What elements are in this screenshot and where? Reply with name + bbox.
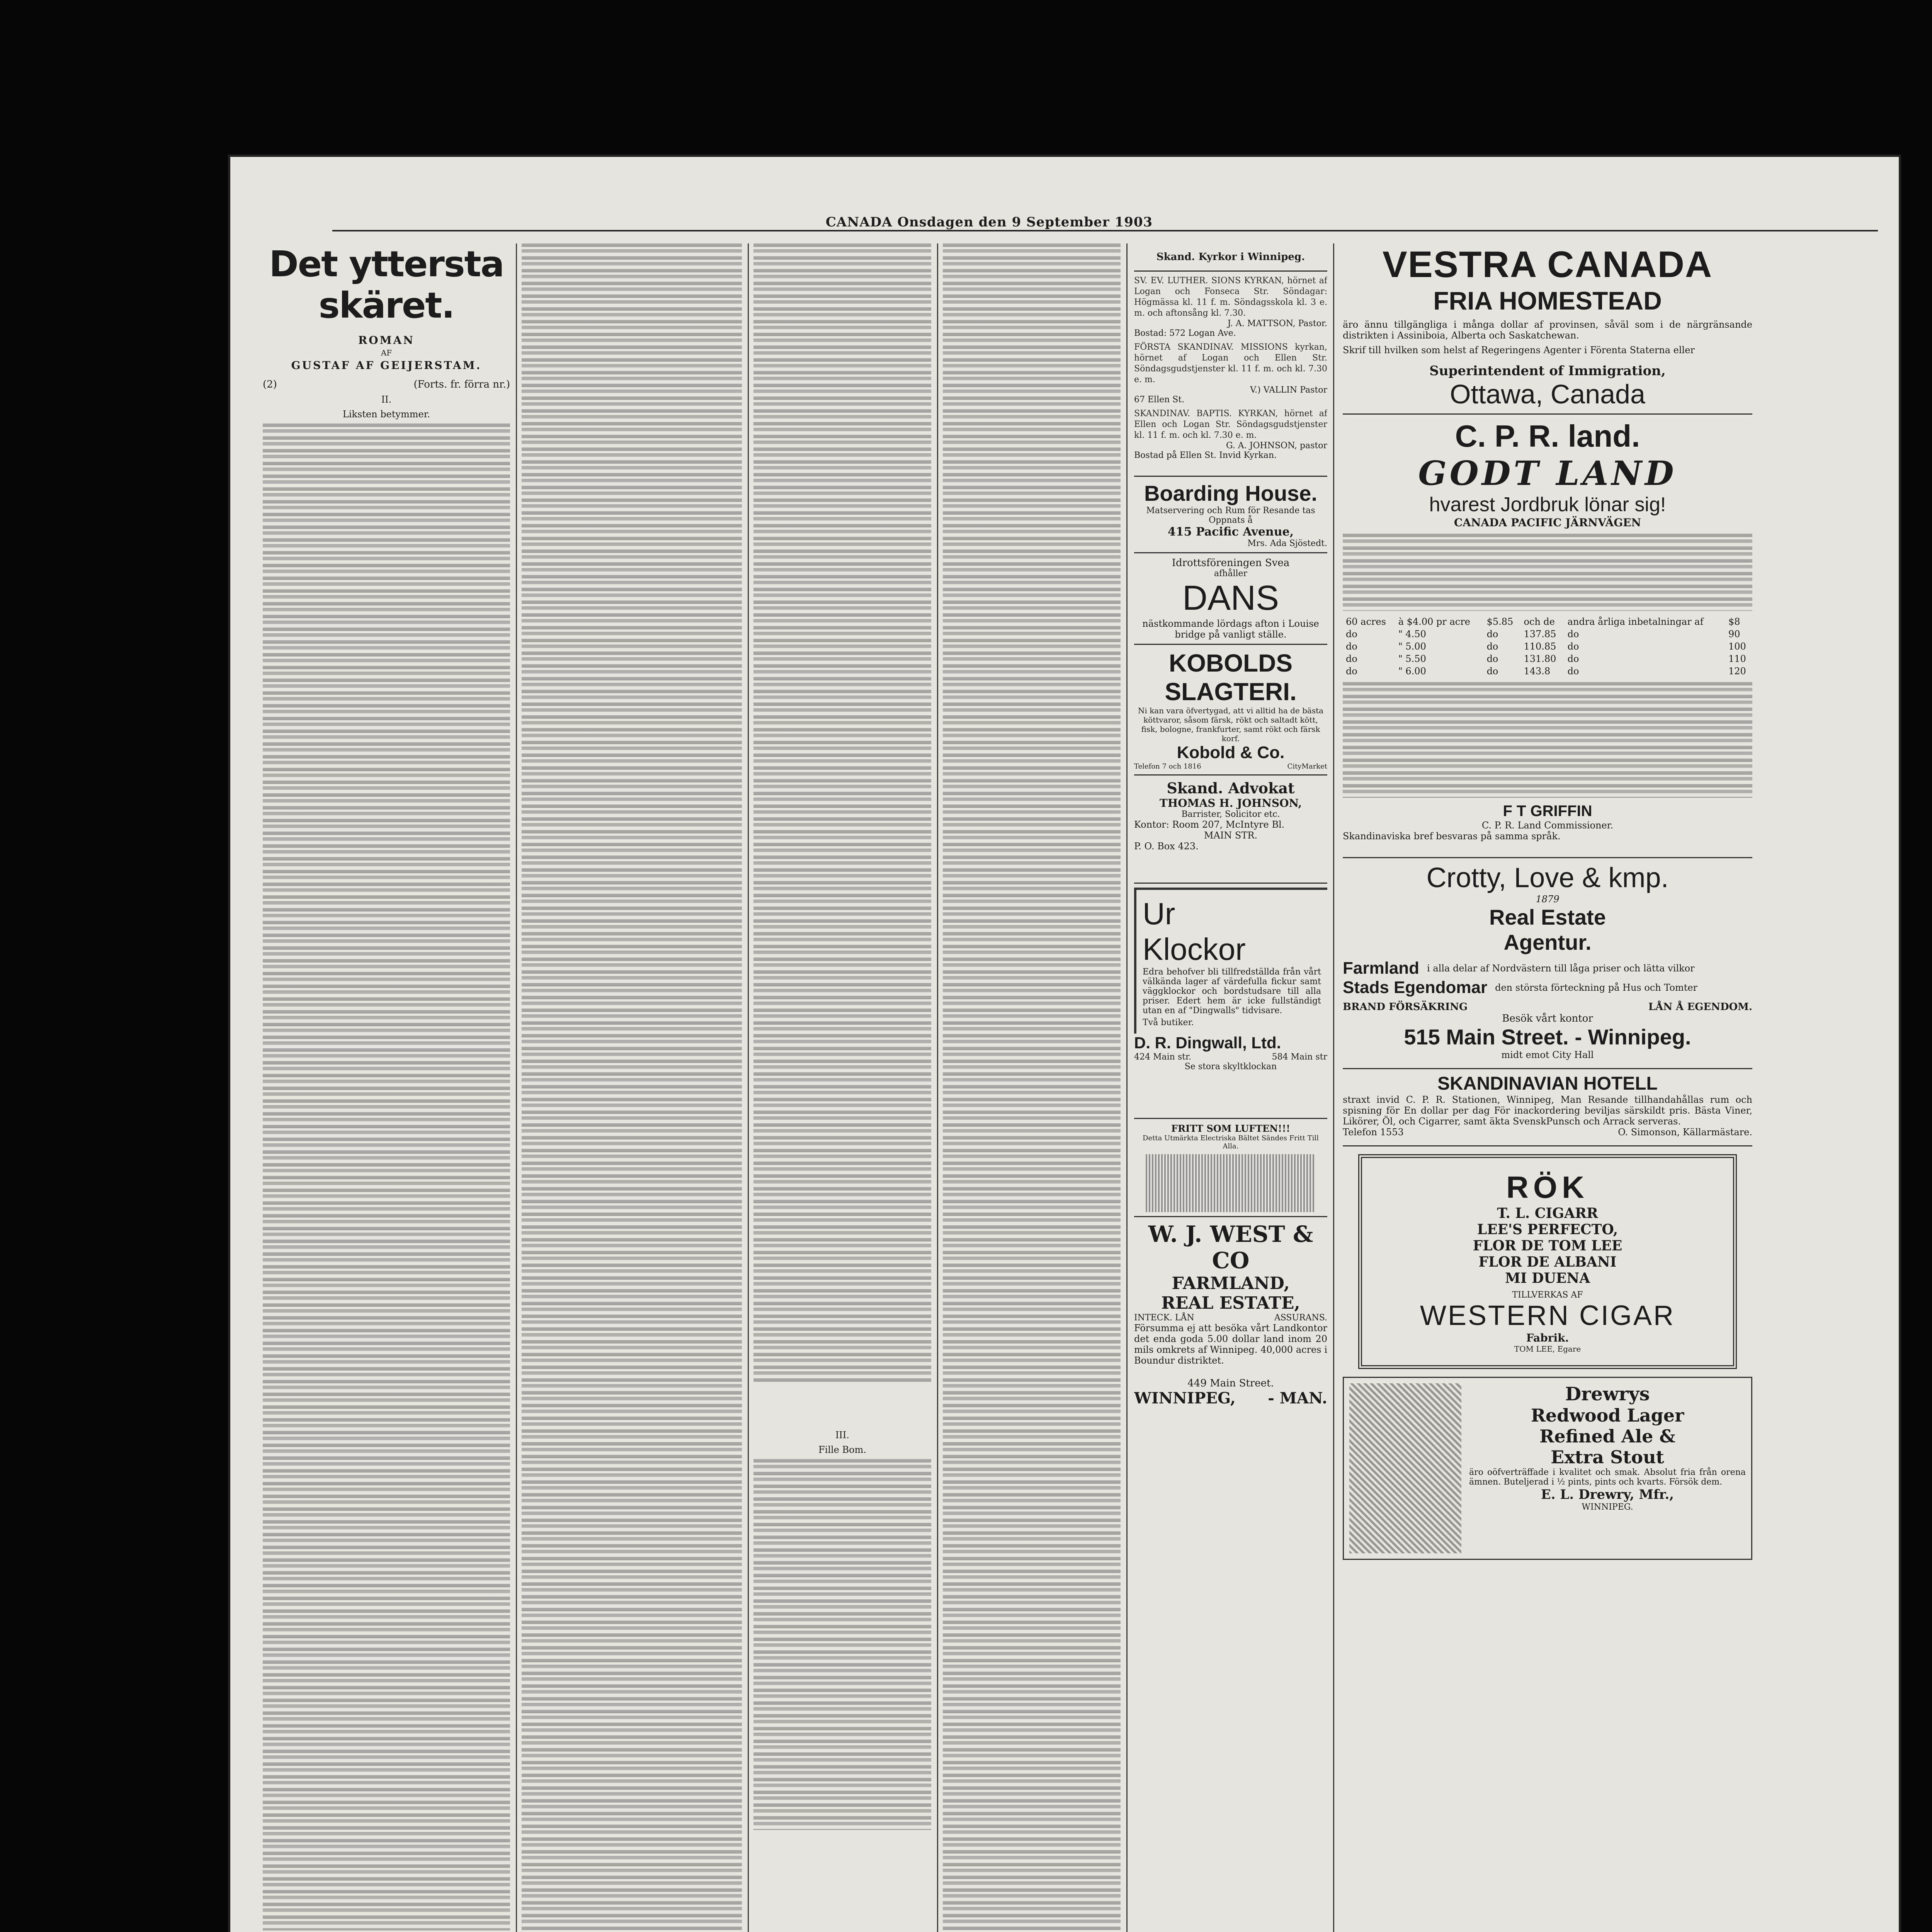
kobold-phone: Telefon 7 och 1816: [1134, 762, 1201, 770]
story-body-text: [263, 423, 510, 1930]
drewry-ad: [1343, 1377, 1752, 1560]
west-loans-right: ASSURANS.: [1274, 1313, 1327, 1323]
clocks-ad: [1134, 888, 1327, 1034]
divider: [1343, 1145, 1752, 1146]
crotty-address: 515 Main Street. - Winnipeg.: [1404, 1025, 1691, 1049]
story-body-text: [753, 1459, 931, 1830]
lawyer-office: Kontor: Room 207, McIntyre Bl.: [1134, 819, 1285, 830]
newspaper-page: [228, 155, 1901, 1932]
cpr-table-cell: do: [1567, 666, 1579, 677]
crotty-near: midt emot City Hall: [1501, 1049, 1594, 1060]
clocks-title-2: Klockor: [1143, 932, 1246, 966]
drewry-illustration: [1349, 1383, 1461, 1553]
cpr-table-cell: 60 acres: [1346, 616, 1386, 627]
cpr-hvarest: hvarest Jordbruk lönar sig!: [1429, 493, 1666, 516]
kobold-name: Kobold & Co.: [1177, 743, 1285, 762]
rok-fabrik: Fabrik.: [1526, 1332, 1569, 1344]
crotty-services: [1343, 1001, 1752, 1013]
cpr-table-cell: do: [1346, 629, 1357, 639]
cpr-table-cell: " 6.00: [1398, 666, 1426, 677]
church-3-address: Bostad på Ellen St. Invid Kyrkan.: [1134, 451, 1277, 460]
column-rule: [516, 243, 517, 1932]
west-city-right: - MAN.: [1268, 1389, 1327, 1407]
drewry-line-2: Refined Ale &: [1539, 1426, 1675, 1447]
cpr-table-row: [1343, 640, 1752, 653]
clocks-text: Edra behofver bli tillfredställda från vårt välkända lager af värdefulla fickur samt väggklockor och bordstudsare till alla priser. Edert hem är icke fullständigt utan en af "Dingwalls" tidvisare.: [1143, 967, 1321, 1015]
hotel-footer: [1343, 1127, 1752, 1138]
divider: [1134, 270, 1327, 272]
kobold-footer: [1134, 762, 1327, 770]
crotty-year: 1879: [1536, 894, 1560, 905]
rok-owner: TOM LEE, Egare: [1514, 1344, 1581, 1354]
lawyer-street: MAIN STR.: [1204, 830, 1258, 841]
boarding-owner: Mrs. Ada Sjöstedt.: [1247, 539, 1327, 548]
church-2-pastor: V.) VALLIN Pastor: [1250, 385, 1327, 395]
cpr-table-cell: do: [1486, 653, 1498, 664]
cpr-table-row: [1343, 653, 1752, 665]
kobold-text: Ni kan vara öfvertygad, att vi alltid ha de bästa köttvaror, såsom färsk, rökt och saltadt kött, fisk, bologne, frankfurter, samt rökt och färsk korf.: [1138, 706, 1324, 743]
divider: [1134, 1118, 1327, 1119]
story-genre: ROMAN: [358, 334, 415, 347]
story-continued: (Forts. fr. förra nr.): [413, 379, 510, 390]
divider: [1134, 552, 1327, 553]
cpr-table-cell: à $4.00 pr acre: [1398, 616, 1470, 627]
story-title: Det yttersta skäret.: [269, 243, 504, 326]
column-rule: [937, 243, 938, 1932]
crotty-farmland-row: [1343, 959, 1752, 978]
hotel-text: straxt invid C. P. R. Stationen, Winnipeg, Man Resande tillhandahållas rum och spisning för En dollar per dag För inackordering beviljas särskildt pris. Bästa Viner, Likörer, Öl, och Cigarrer, samt äkta SvenskPunsch och Arrack serveras.: [1343, 1094, 1752, 1127]
chapter3-number: III.: [835, 1430, 850, 1440]
cpr-railway: CANADA PACIFIC JÄRNVÄGEN: [1454, 516, 1641, 529]
crotty-lan: LÅN Å EGENDOM.: [1648, 1001, 1752, 1013]
crotty-farm-text: i alla delar af Nordvästern till låga priser och lätta vilkor: [1427, 963, 1695, 974]
cpr-table-row: [1343, 628, 1752, 640]
dance-org: Idrottsföreningen Svea: [1172, 557, 1290, 569]
crotty-stads-text: den största förteckning på Hus och Tomter: [1495, 982, 1698, 993]
page-header: CANADA Onsdagen den 9 September 1903: [825, 214, 1153, 230]
cpr-table-cell: do: [1567, 641, 1579, 652]
west-estate: REAL ESTATE,: [1161, 1293, 1300, 1313]
west-city: [1134, 1389, 1327, 1407]
crotty-visit: Besök vårt kontor: [1502, 1013, 1593, 1024]
cpr-table-cell: $5.85: [1486, 616, 1514, 627]
cpr-table-cell: 110: [1728, 653, 1746, 664]
hotel-phone: Telefon 1553: [1343, 1127, 1404, 1138]
divider: [1134, 644, 1327, 645]
rok-ad: [1358, 1154, 1737, 1369]
clocks-addresses: [1134, 1052, 1327, 1062]
header-rule: [332, 230, 1878, 231]
story-af: AF: [381, 348, 392, 357]
clocks-sub: Två butiker.: [1143, 1018, 1194, 1027]
west-loans: [1134, 1313, 1327, 1323]
column-rule: [748, 243, 749, 1932]
west-farmland: FARMLAND,: [1172, 1274, 1290, 1293]
cpr-table-cell: do: [1486, 666, 1498, 677]
church-1: SV. EV. LUTHER. SIONS KYRKAN, hörnet af Logan och Fonseca Str. Söndagar: Högmässa kl. 11 f. m. Söndagsskola kl. 3 e. m. och aftonsång kl. 7.30.: [1134, 276, 1327, 318]
story-part-line: [263, 379, 510, 390]
electric-belt-illustration: [1146, 1154, 1316, 1212]
cpr-table-cell: 120: [1728, 666, 1746, 677]
divider: [1134, 1216, 1327, 1217]
cpr-table-cell: do: [1567, 653, 1579, 664]
vestra-text: äro ännu tillgängliga i många dollar af provinsen, såväl som i de närgränsande distrikten i Assiniboia, Alberta och Saskatchewan.: [1343, 319, 1752, 341]
cpr-table-cell: " 5.00: [1398, 641, 1426, 652]
rok-line-4: FLOR DE ALBANI: [1478, 1254, 1617, 1270]
story-body-text: [943, 243, 1121, 1932]
drewry-line-3: Extra Stout: [1551, 1447, 1664, 1468]
cpr-table-cell: " 5.50: [1398, 653, 1426, 664]
cpr-table-cell: " 4.50: [1398, 629, 1426, 639]
chapter-title: Liksten betymmer.: [342, 409, 430, 420]
crotty-agent: Agentur.: [1503, 930, 1592, 954]
hotel-title: SKANDINAVIAN HOTELL: [1437, 1073, 1658, 1094]
rok-brand: WESTERN CIGAR: [1420, 1300, 1675, 1331]
rok-line-5: MI DUENA: [1505, 1270, 1590, 1286]
drewry-text-block: [1469, 1383, 1746, 1553]
boarding-text: Matservering och Rum för Resande tas Oppnats å: [1146, 506, 1315, 525]
cpr-table-row: [1343, 665, 1752, 677]
clocks-note: Se stora skyltklockan: [1184, 1062, 1277, 1071]
drewry-text: äro oöfverträffade i kvalitet och smak. Absolut fria från orena ämnen. Buteljerad i ½ pints, pints och kvarts. Försök dem.: [1469, 1468, 1746, 1487]
cpr-price-table: [1343, 616, 1752, 677]
crotty-title: Crotty, Love & kmp.: [1426, 862, 1669, 893]
vestra-text-2: Skrif till hvilken som helst af Regeringens Agenter i Förenta Staterna eller: [1343, 345, 1695, 355]
story-column-3: [753, 243, 931, 1932]
rok-line-1: T. L. CIGARR: [1497, 1205, 1598, 1221]
cpr-table-cell: do: [1567, 629, 1579, 639]
divider: [1343, 1068, 1752, 1069]
crotty-stads: Stads Egendomar: [1343, 978, 1488, 997]
cpr-body-text-2: [1343, 682, 1752, 798]
cpr-body-text: [1343, 534, 1752, 611]
clocks-address-2: 584 Main str: [1272, 1052, 1327, 1062]
lawyer-title: Skand. Advokat: [1167, 779, 1295, 797]
ads-column-left: [1134, 243, 1327, 1932]
story-column-4: [943, 243, 1121, 1932]
electric-title: FRITT SOM LUFTEN!!!: [1171, 1123, 1290, 1134]
drewry-name: Drewrys: [1565, 1383, 1650, 1405]
column-rule: [1333, 243, 1334, 1932]
church-2: FÖRSTA SKANDINAV. MISSIONS kyrkan, hörnet af Logan och Ellen Str. Söndagsgudstjenster kl. 11 f. m. och kl. 7.30 e. m.: [1134, 342, 1327, 384]
divider: [1134, 883, 1327, 884]
cpr-table-cell: do: [1486, 641, 1498, 652]
clocks-title-1: Ur: [1143, 896, 1175, 931]
crotty-farmland: Farmland: [1343, 959, 1420, 978]
cpr-table-cell: 100: [1728, 641, 1746, 652]
vestra-city: Ottawa, Canada: [1450, 379, 1645, 409]
chapter3-title: Fille Bom.: [818, 1444, 866, 1455]
rok-title: RÖK: [1506, 1170, 1589, 1204]
story-part: (2): [263, 379, 277, 390]
boarding-address: 415 Pacific Avenue,: [1167, 525, 1294, 539]
divider: [1134, 774, 1327, 776]
lawyer-box: P. O. Box 423.: [1134, 841, 1199, 852]
cpr-table-cell: do: [1346, 653, 1357, 664]
rok-made: TILLVERKAS AF: [1512, 1290, 1583, 1300]
west-loans-left: INTECK. LÅN: [1134, 1313, 1194, 1323]
crotty-stads-row: [1343, 978, 1752, 997]
vestra-superintendent: Superintendent of Immigration,: [1429, 363, 1666, 379]
electric-sub: Detta Utmärkta Electriska Bältet Sändes Fritt Till Alla.: [1143, 1134, 1319, 1150]
clocks-name: D. R. Dingwall, Ltd.: [1134, 1034, 1281, 1052]
boarding-title: Boarding House.: [1144, 481, 1318, 505]
vestra-title: VESTRA CANADA: [1382, 244, 1713, 285]
dance-sub: afhåller: [1214, 569, 1248, 578]
hotel-owner: O. Simonson, Källarmästare.: [1618, 1127, 1752, 1138]
cpr-footer: Skandinaviska bref besvaras på samma språk.: [1343, 831, 1561, 842]
crotty-brand: BRAND FÖRSÄKRING: [1343, 1001, 1468, 1013]
story-body-text: [522, 243, 742, 1932]
cpr-table-cell: 143.8: [1524, 666, 1551, 677]
story-column-1: [263, 243, 510, 1932]
drewry-mfr: E. L. Drewry, Mfr.,: [1541, 1487, 1674, 1502]
cpr-table-cell: 131.80: [1524, 653, 1556, 664]
cpr-table-row: [1343, 616, 1752, 628]
cpr-table-cell: andra årliga inbetalningar af: [1567, 616, 1704, 627]
cpr-table-cell: do: [1346, 641, 1357, 652]
west-address: 449 Main Street.: [1187, 1378, 1274, 1389]
west-text: Försumma ej att besöka vårt Landkontor det enda goda 5.00 dollar land inom 20 mils omkrets af Winnipeg. 40,000 acres i Boundur distriktet.: [1134, 1323, 1327, 1366]
west-title: W. J. WEST & CO: [1148, 1221, 1313, 1274]
dance-title: DANS: [1182, 579, 1279, 617]
kobold-title: KOBOLDS SLAGTERI.: [1165, 649, 1297, 706]
cpr-table-cell: do: [1346, 666, 1357, 677]
story-column-2: [522, 243, 742, 1932]
story-author: GUSTAF AF GEIJERSTAM.: [291, 359, 482, 372]
church-1-pastor: J. A. MATTSON, Pastor.: [1227, 319, 1327, 328]
churches-title: Skand. Kyrkor i Winnipeg.: [1156, 251, 1305, 263]
church-3: SKANDINAV. BAPTIS. KYRKAN, hörnet af Ellen och Logan Str. Söndagsgudstjenster kl. 11 f. m. och kl. 7.30 e. m.: [1134, 409, 1327, 440]
kobold-market: CityMarket: [1287, 762, 1327, 770]
rok-line-2: LEE'S PERFECTO,: [1477, 1221, 1618, 1238]
story-body-text: [753, 243, 931, 1383]
rok-line-3: FLOR DE TOM LEE: [1473, 1238, 1622, 1254]
cpr-table-cell: 110.85: [1524, 641, 1556, 652]
dance-text: nästkommande lördags afton i Louise bridge på vanligt ställe.: [1142, 618, 1319, 640]
cpr-signature: F T GRIFFIN: [1503, 803, 1592, 820]
vestra-subtitle: FRIA HOMESTEAD: [1433, 286, 1662, 315]
cpr-table-cell: 90: [1728, 629, 1740, 639]
cpr-godt: GODT LAND: [1418, 454, 1677, 493]
drewry-line-1: Redwood Lager: [1531, 1405, 1684, 1426]
church-2-address: 67 Ellen St.: [1134, 395, 1185, 405]
church-3-pastor: G. A. JOHNSON, pastor: [1226, 441, 1327, 451]
crotty-re: Real Estate: [1489, 905, 1606, 929]
west-city-left: WINNIPEG,: [1134, 1389, 1236, 1407]
clocks-address-1: 424 Main str.: [1134, 1052, 1192, 1062]
lawyer-name: THOMAS H. JOHNSON,: [1159, 797, 1302, 810]
cpr-price-table-body: [1343, 616, 1752, 677]
church-1-address: Bostad: 572 Logan Ave.: [1134, 328, 1236, 338]
drewry-city: WINNIPEG.: [1582, 1502, 1633, 1512]
cpr-table-cell: do: [1486, 629, 1498, 639]
divider: [1343, 413, 1752, 415]
cpr-title: C. P. R. land.: [1455, 419, 1640, 453]
divider: [1343, 857, 1752, 858]
chapter-number: II.: [381, 394, 392, 405]
ads-column-right: [1343, 243, 1752, 1932]
column-rule: [1126, 243, 1128, 1932]
divider: [1134, 476, 1327, 477]
lawyer-role: Barrister, Solicitor etc.: [1181, 810, 1280, 819]
cpr-table-cell: 137.85: [1524, 629, 1556, 639]
cpr-table-cell: och de: [1524, 616, 1555, 627]
cpr-table-cell: $8: [1728, 616, 1740, 627]
cpr-signature-title: C. P. R. Land Commissioner.: [1481, 820, 1614, 831]
